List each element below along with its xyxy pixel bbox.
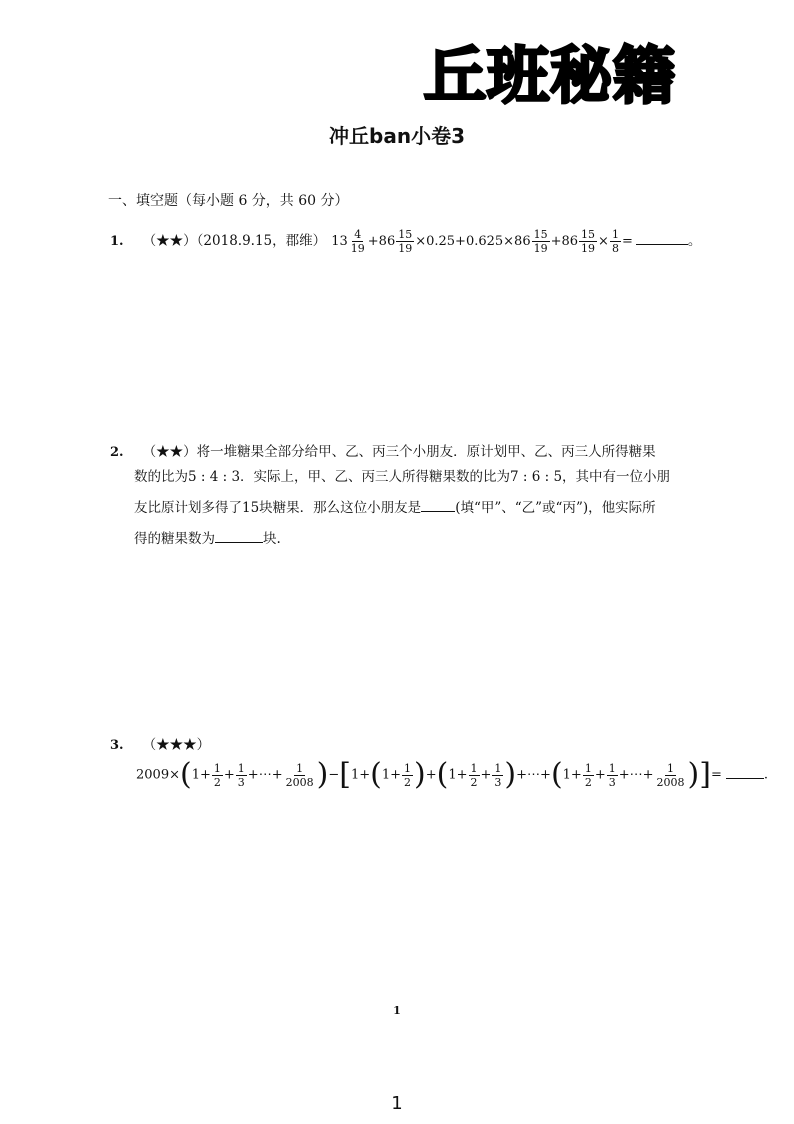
fraction: $\frac{4}{19}$ <box>350 228 365 255</box>
question-1-source: （2018.9.15，郡维） <box>196 233 327 249</box>
question-3-expression: 2009×(1+ $\frac{1}{2}$ + $\frac{1}{3}$ +⋯+ $\frac{1}{2008}$ )−[1+(1+ $\frac{1}{2}$ )+(1+ $\frac{1}{2}$ + $\frac{1}{3}$ )+⋯+(1+ $\frac{1}{2}$ + $\frac{1}{3}$ +⋯+ $\frac{1}{2008}$ )]= . <box>136 757 769 792</box>
question-1 <box>110 226 701 257</box>
question-1-number: 1. <box>110 234 124 249</box>
question-2-line3a: 友比原计划多得了15块糖果．那么这位小朋友是 <box>134 500 422 516</box>
question-2-number: 2. <box>110 445 124 460</box>
fraction: $\frac{15}{19}$ <box>581 228 596 255</box>
question-2-line1: 将一堆糖果全部分给甲、乙、丙三个小朋友．原计划甲、乙、丙三人所得糖果 <box>196 444 656 460</box>
answer-blank[interactable] <box>636 244 688 245</box>
question-2-line4b: 块. <box>263 531 281 547</box>
question-3-stars: （★★★） <box>142 737 211 753</box>
page-title: 冲丘ban小卷3 <box>329 124 465 148</box>
question-2-line3b: (填“甲”、“乙”或“丙”)，他实际所 <box>455 500 656 516</box>
question-3-lead: 2009 <box>136 767 170 783</box>
fraction: $\frac{1}{8}$ <box>611 228 619 255</box>
question-1-end: 。 <box>687 233 702 249</box>
question-2-line4 <box>134 524 281 555</box>
answer-blank[interactable] <box>215 542 263 543</box>
question-2-line3 <box>134 493 656 524</box>
fraction: $\frac{15}{19}$ <box>398 228 413 255</box>
inner-page-number: 1 <box>393 1004 401 1017</box>
question-3-end: . <box>763 767 769 783</box>
answer-blank[interactable] <box>421 511 455 512</box>
fraction: $\frac{15}{19}$ <box>533 228 548 255</box>
question-3 <box>110 730 210 761</box>
answer-blank[interactable] <box>726 778 764 779</box>
question-2-stars: （★★） <box>142 444 197 460</box>
section-heading: 一、填空题（每小题 6 分，共 60 分） <box>108 193 349 209</box>
page-number: 1 <box>391 1093 403 1114</box>
question-1-expression: 13 $\frac{4}{19}$ +86 $\frac{15}{19}$ ×0.25+0.625×86 $\frac{15}{19}$ +86 $\frac{15}{19}$ × $\frac{1}{8}$ = <box>331 228 633 255</box>
banner-title: 丘班秘籍 <box>424 39 677 112</box>
question-2-line2: 数的比为5 : 4 : 3．实际上，甲、乙、丙三人所得糖果数的比为7 : 6 : 5，其中有一位小朋 <box>134 469 671 485</box>
question-3-number: 3. <box>110 738 124 753</box>
question-2-line4a: 得的糖果数为 <box>134 531 215 547</box>
question-1-stars: （★★） <box>142 233 197 249</box>
